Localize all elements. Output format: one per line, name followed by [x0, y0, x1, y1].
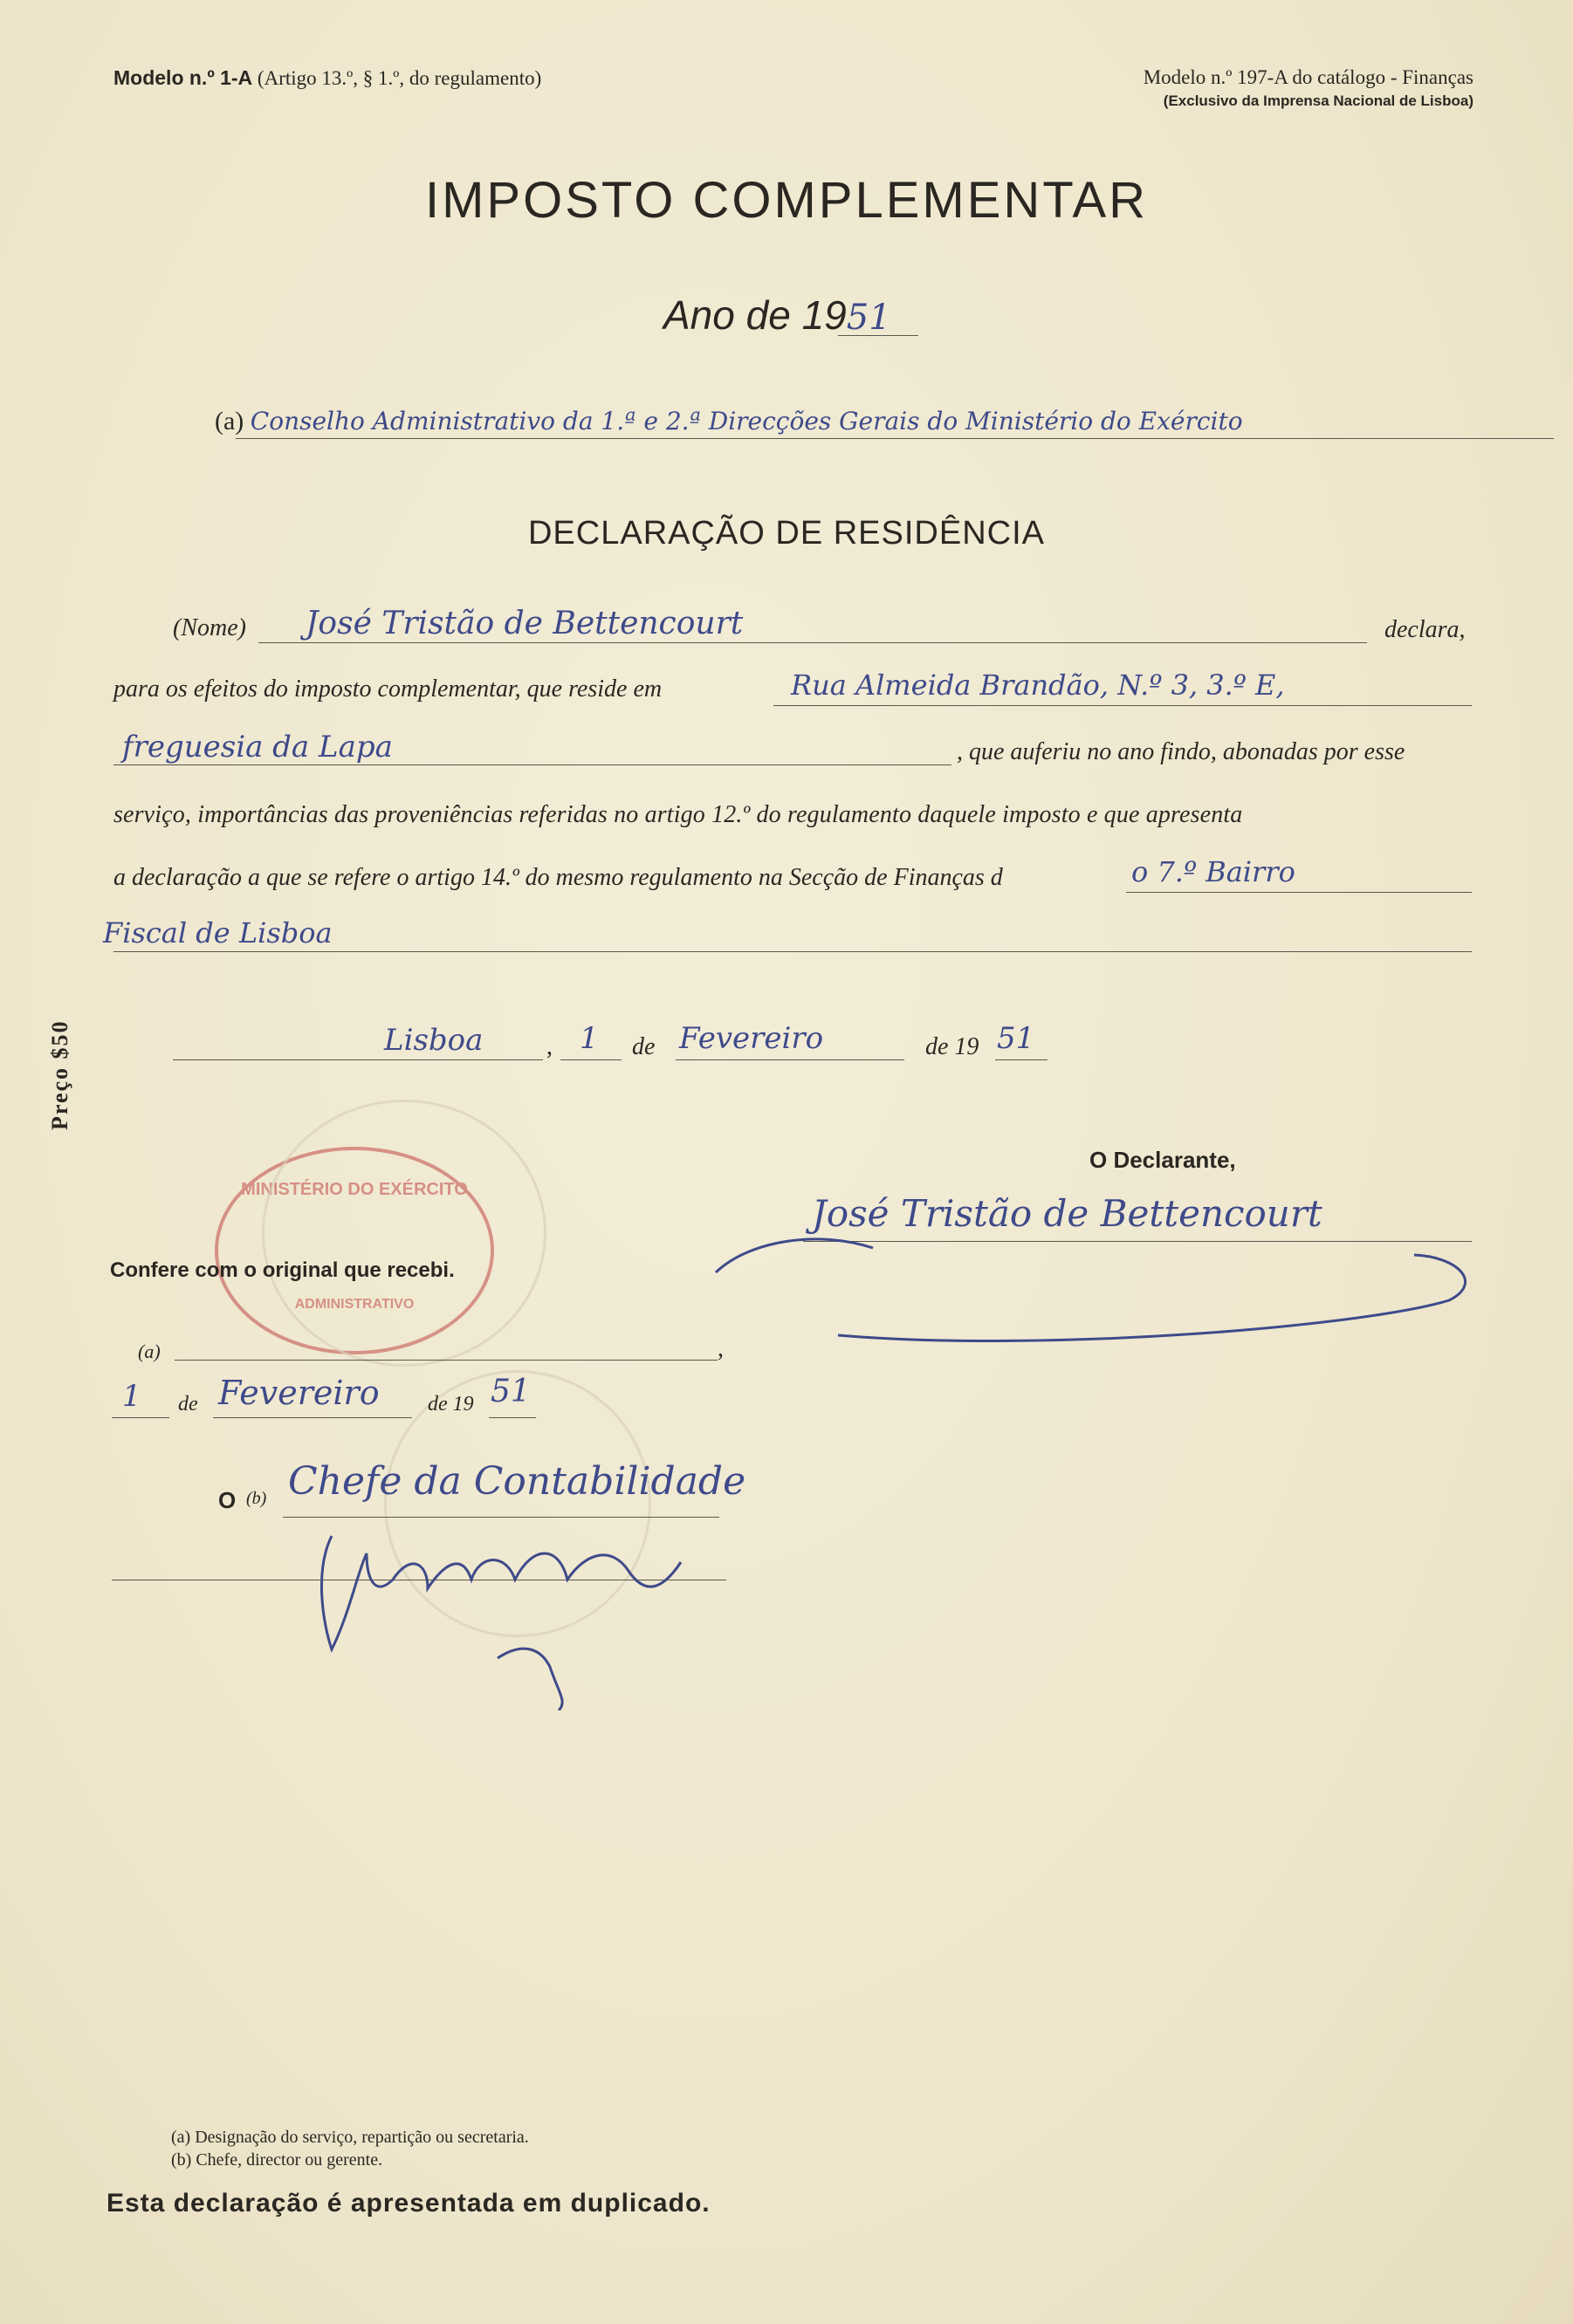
nome-value: José Tristão de Bettencourt	[306, 606, 744, 641]
confere-month-underline	[213, 1417, 412, 1418]
address-value: Rua Almeida Brandão, N.º 3, 3.º E,	[791, 668, 1285, 702]
confere-day: 1	[122, 1379, 141, 1414]
catalog-model-line2: (Exclusivo da Imprensa Nacional de Lisboa)	[1163, 93, 1473, 109]
seccao-underline	[1126, 892, 1472, 893]
seccao-underline-2	[113, 951, 1472, 952]
declaration-line2: para os efeitos do imposto complementar, que reside em	[113, 675, 663, 703]
year-label: Ano de 19	[663, 292, 847, 338]
service-underline	[236, 438, 1554, 439]
address-underline	[773, 705, 1472, 706]
confere-b-marker: (b)	[246, 1489, 267, 1508]
date-year-value: 51	[997, 1021, 1035, 1056]
form-model-number: Modelo n.º 1-A	[113, 66, 253, 89]
stamp-bottom-text: ADMINISTRATIVO	[294, 1297, 415, 1312]
confere-year-value: 51	[491, 1374, 531, 1409]
day-underline	[560, 1059, 622, 1060]
year-line	[663, 291, 891, 339]
month-underline	[676, 1059, 904, 1060]
declaration-line5: a declaração a que se refere o artigo 14.º do mesmo regulamento na Secção de Finanças d	[113, 864, 1003, 891]
nome-label: (Nome)	[173, 614, 246, 641]
page-title: IMPOSTO COMPLEMENTAR	[424, 172, 1149, 229]
section-title: DECLARAÇÃO DE RESIDÊNCIA	[527, 515, 1045, 552]
confere-year-underline	[489, 1417, 536, 1418]
footnote-b: (b) Chefe, director ou gerente.	[171, 2150, 383, 2170]
declaration-line4: serviço, importâncias das proveniências referidas no artigo 12.º do regulamento daquele imposto e que apresenta	[113, 801, 1243, 828]
confere-month: Fevereiro	[218, 1374, 380, 1412]
form-model-left	[113, 66, 541, 90]
freguesia-underline	[113, 764, 951, 765]
confere-label: Confere com o original que recebi.	[110, 1258, 455, 1282]
side-price: Preço $50	[47, 1019, 72, 1130]
date-comma: ,	[546, 1033, 553, 1060]
freguesia-value: freguesia da Lapa	[122, 730, 393, 764]
footer-note: Esta declaração é apresentada em duplicado.	[106, 2189, 711, 2218]
confere-role: Chefe da Contabilidade	[288, 1459, 746, 1504]
service-marker: (a)	[215, 407, 244, 435]
year-value: 51	[846, 298, 891, 338]
form-model-article: (Artigo 13.º, § 1.º, do regulamento)	[257, 67, 542, 89]
seccao-value-2: Fiscal de Lisboa	[103, 916, 333, 949]
footnote-a: (a) Designação do serviço, repartição ou secretaria.	[171, 2128, 529, 2147]
service-value: Conselho Administrativo da 1.ª e 2.ª Direcções Gerais do Ministério do Exército	[250, 407, 1243, 435]
confere-day-underline	[112, 1417, 169, 1418]
confere-year-label: de 19	[428, 1393, 474, 1416]
service-line	[215, 407, 1243, 436]
confere-o-label: O	[218, 1487, 237, 1513]
confere-a-underline	[175, 1360, 718, 1361]
seccao-value: o 7.º Bairro	[1131, 855, 1295, 888]
declarante-signature: José Tristão de Bettencourt	[812, 1192, 1322, 1235]
embossed-seal	[262, 1100, 546, 1367]
catalog-model-line1: Modelo n.º 197-A do catálogo - Finanças	[1143, 66, 1473, 88]
stamp-text: MINISTÉRIO DO EXÉRCITO	[241, 1180, 468, 1199]
confere-role-underline	[283, 1517, 719, 1518]
month-value: Fevereiro	[679, 1021, 824, 1056]
date-de: de	[632, 1033, 656, 1060]
nome-underline	[258, 642, 1367, 643]
declarante-label: O Declarante,	[1089, 1147, 1236, 1173]
catalog-model	[1144, 66, 1473, 110]
confere-comma: ,	[718, 1335, 724, 1362]
signature-flourish	[698, 1222, 1484, 1361]
confere-a-marker: (a)	[138, 1340, 161, 1362]
confere-de: de	[178, 1393, 198, 1416]
year-underline	[838, 335, 918, 336]
day-value: 1	[580, 1021, 599, 1056]
date-year-label: de 19	[925, 1033, 979, 1060]
place-underline	[173, 1059, 543, 1060]
place-value: Lisboa	[384, 1023, 484, 1058]
date-year-underline	[995, 1059, 1048, 1060]
declaration-line3: , que auferiu no ano findo, abonadas por esse	[957, 738, 1405, 765]
confere-signature	[297, 1518, 698, 1710]
declara-text: declara,	[1384, 616, 1466, 643]
